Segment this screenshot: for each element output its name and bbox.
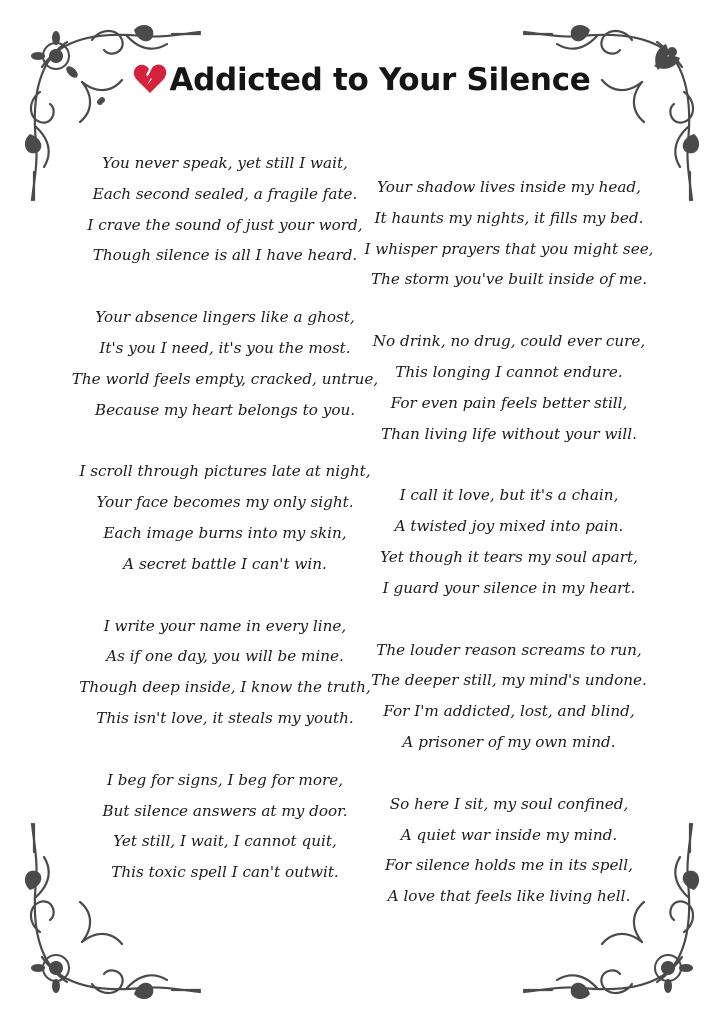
poem-line: For even pain feels better still, — [390, 393, 628, 412]
poem-line: It haunts my nights, it fills my bed. — [374, 208, 644, 227]
poem-line: I whisper prayers that you might see, — [364, 239, 654, 258]
poem-line: The deeper still, my mind's undone. — [371, 671, 647, 690]
poem-line: I crave the sound of just your word, — [87, 215, 363, 234]
poem-right-column — [354, 172, 664, 912]
poem-line: A secret battle I can't win. — [123, 554, 327, 573]
poem-line: Your absence lingers like a ghost, — [95, 308, 355, 327]
poem-line: Because my heart belongs to you. — [94, 400, 356, 419]
poem-line: The louder reason screams to run, — [376, 640, 642, 659]
stanza — [70, 148, 380, 271]
stanza — [354, 172, 664, 295]
poem-line: Though deep inside, I know the truth, — [79, 678, 371, 697]
poem-line: For I'm addicted, lost, and blind, — [383, 702, 635, 721]
stanza — [70, 302, 380, 425]
poem-line: This longing I cannot endure. — [395, 362, 623, 381]
poem-line: Your shadow lives inside my head, — [377, 178, 641, 196]
poem-line: So here I sit, my soul confined, — [389, 794, 629, 813]
poem-line: The world feels empty, cracked, untrue, — [71, 369, 379, 388]
poem-line: I scroll through pictures late at night, — [79, 462, 371, 481]
poem-title-row — [0, 62, 724, 98]
poem-line: Each image burns into my skin, — [103, 523, 347, 542]
stanza — [70, 611, 380, 734]
poem-left-column — [70, 148, 380, 888]
poem-line: A prisoner of my own mind. — [402, 732, 616, 751]
stanza — [70, 456, 380, 579]
poem-line: I beg for signs, I beg for more, — [106, 770, 344, 789]
poem-line: A twisted joy mixed into pain. — [394, 517, 624, 536]
poem-line: You never speak, yet still I wait, — [102, 154, 348, 172]
stanza — [354, 635, 664, 758]
poem-line: I call it love, but it's a chain, — [399, 486, 619, 505]
poem-line: I write your name in every line, — [103, 616, 347, 635]
poem-line: Yet still, I wait, I cannot quit, — [113, 832, 337, 851]
poem-line: I guard your silence in my heart. — [382, 578, 636, 597]
poem-line: It's you I need, it's you the most. — [99, 338, 351, 357]
poem-line: But silence answers at my door. — [102, 801, 348, 820]
poem-line: This isn't love, it steals my youth. — [96, 708, 354, 727]
stanza — [70, 765, 380, 888]
poem-line: Than living life without your will. — [381, 424, 637, 443]
poem-line: For silence holds me in its spell, — [385, 856, 633, 875]
poem-line: No drink, no drug, could ever cure, — [372, 332, 646, 351]
stanza — [354, 480, 664, 603]
poem-line: A love that feels like living hell. — [387, 887, 631, 906]
poem-line: Yet though it tears my soul apart, — [380, 547, 638, 566]
stanza — [354, 789, 664, 912]
broken-heart-icon — [133, 63, 167, 95]
poem-title: Addicted to Your Silence — [169, 62, 591, 98]
poem-line: As if one day, you will be mine. — [106, 647, 344, 666]
poem-line: Though silence is all I have heard. — [92, 246, 358, 265]
poem-line: Your face becomes my only sight. — [96, 493, 354, 512]
poem-line: This toxic spell I can't outwit. — [111, 863, 339, 882]
poem-line: A quiet war inside my mind. — [400, 825, 618, 844]
poem-line: The storm you've built inside of me. — [370, 270, 648, 289]
stanza — [354, 326, 664, 449]
poem-line: Each second sealed, a fragile fate. — [92, 184, 358, 203]
